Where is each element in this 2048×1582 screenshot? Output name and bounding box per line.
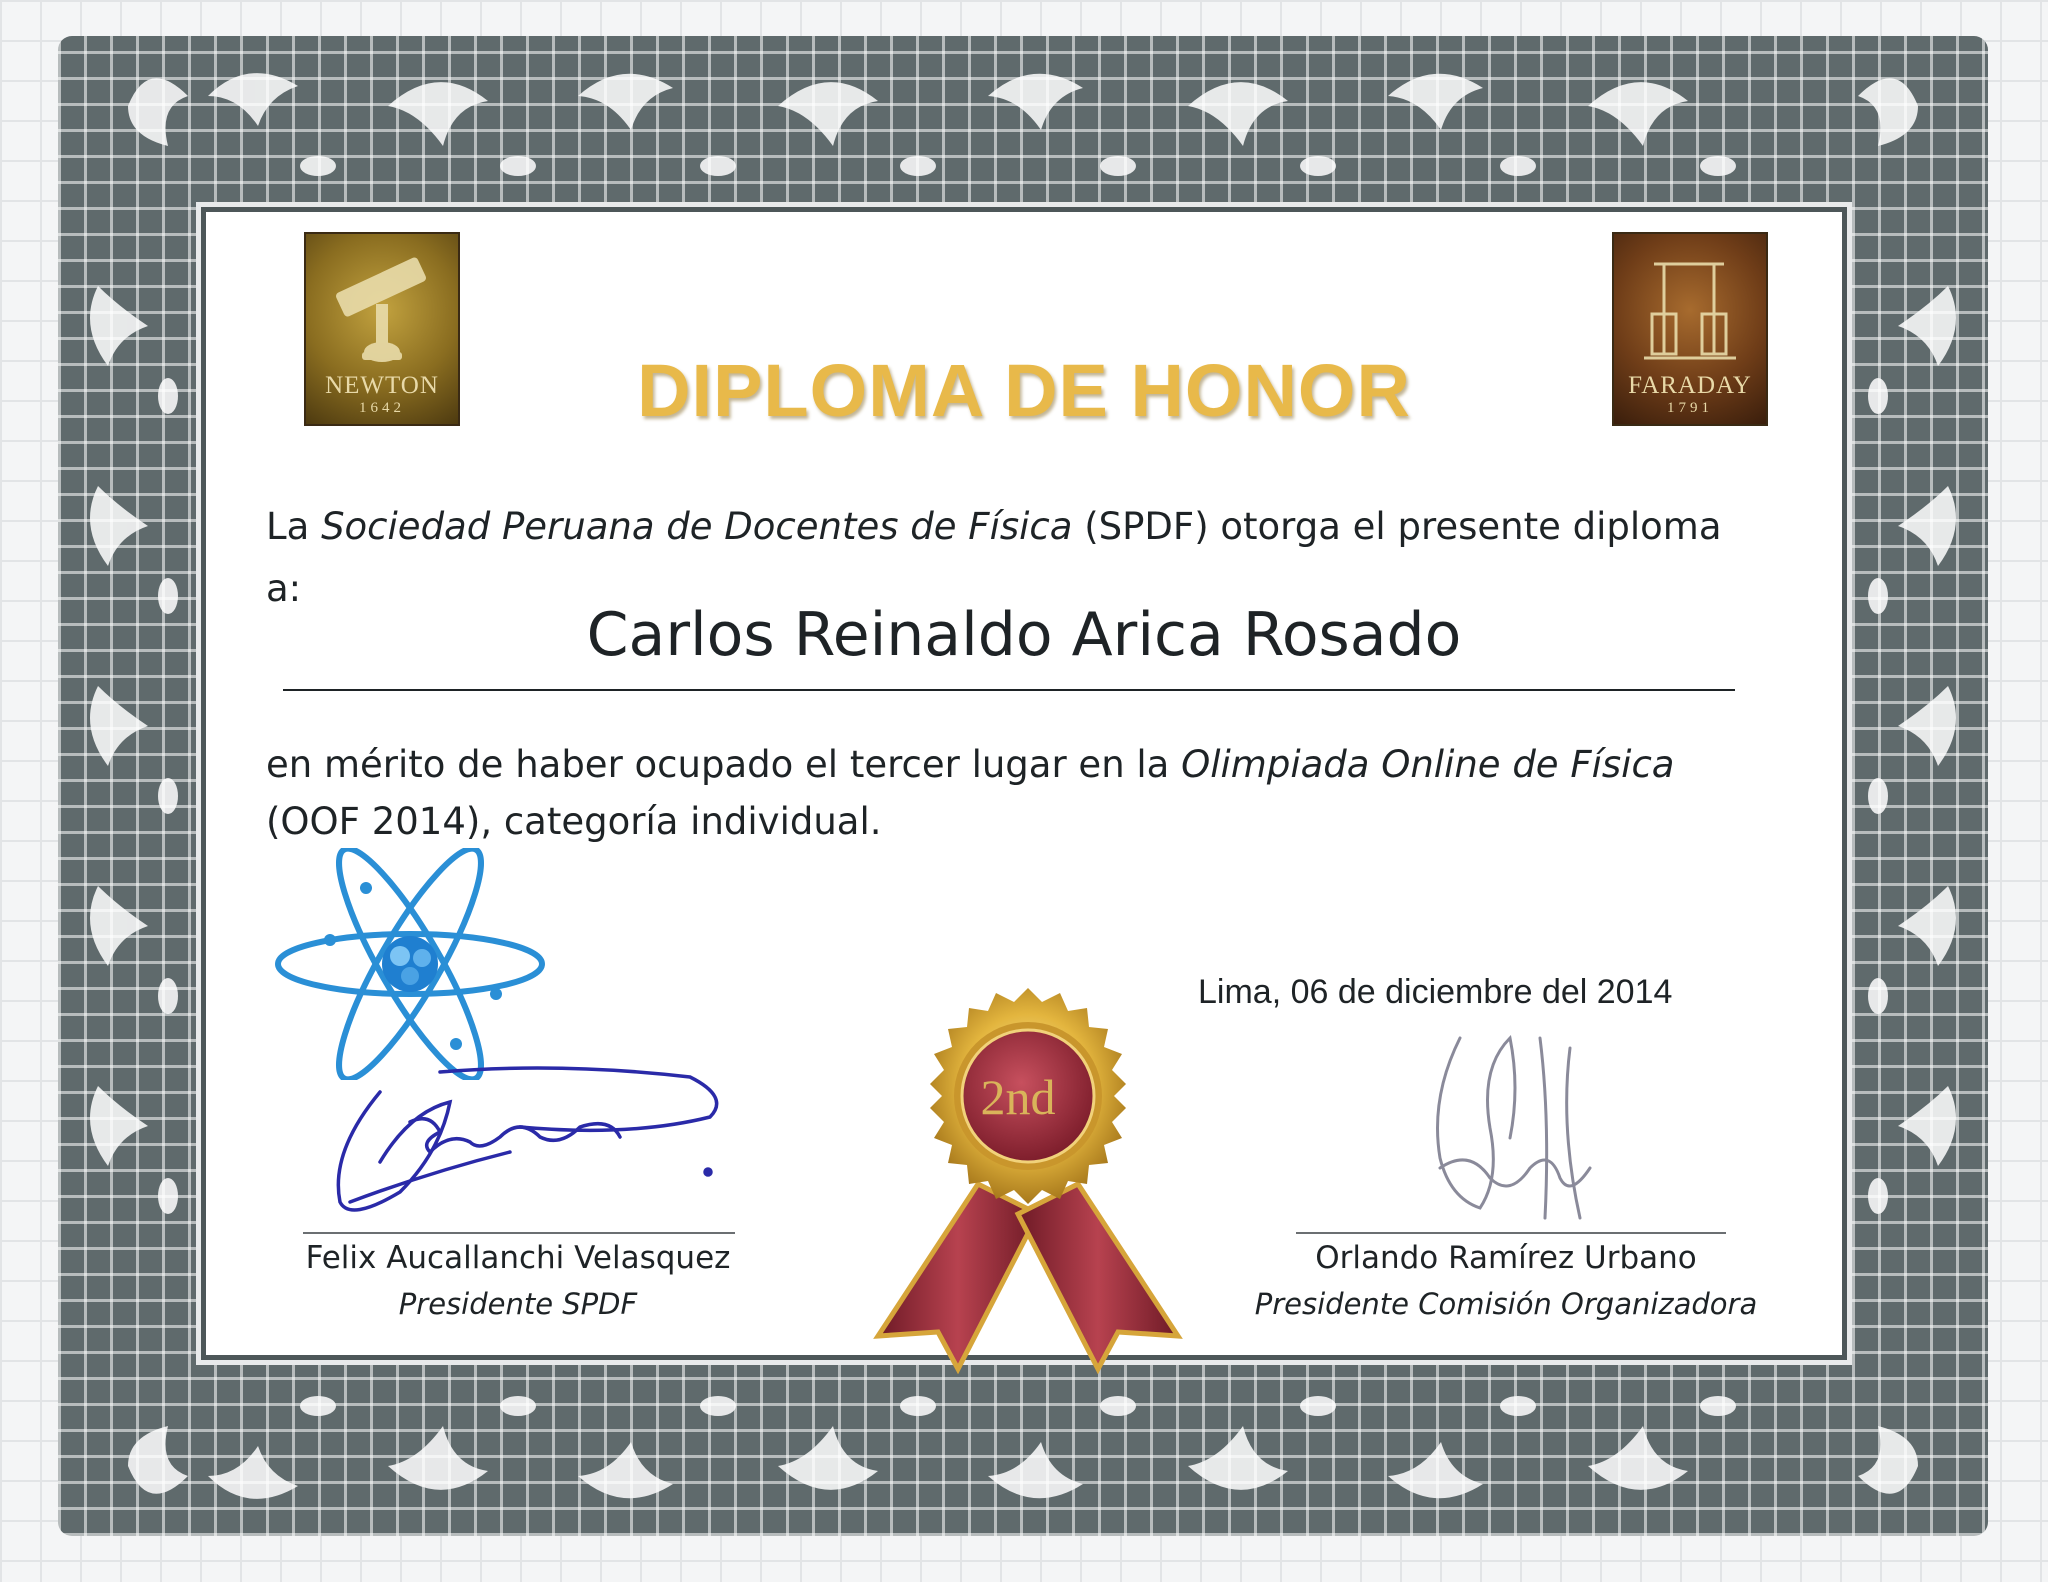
recipient-name: Carlos Reinaldo Arica Rosado <box>586 600 1462 670</box>
intro-line-2: a: <box>266 567 302 610</box>
signer-role-right: Presidente Comisión Organizadora <box>1254 1287 1758 1321</box>
organization-name: Sociedad Peruana de Docentes de Física <box>321 505 1073 548</box>
signature-left <box>320 1052 730 1232</box>
newton-logo-name: NEWTON <box>325 372 439 399</box>
signer-role-left: Presidente SPDF <box>398 1287 638 1321</box>
merit-line <box>266 737 1674 793</box>
intro-line <box>266 499 1722 555</box>
merit-prefix: en mérito de haber ocupado el tercer lugar en la <box>266 743 1182 786</box>
faraday-logo-year: 1791 <box>1667 400 1713 416</box>
top-scroll-ornaments <box>208 73 1736 176</box>
intro-suffix: (SPDF) otorga el presente diploma <box>1072 505 1722 548</box>
newton-logo-year: 1642 <box>359 400 405 416</box>
faraday-logo-name: FARADAY <box>1628 372 1752 399</box>
recipient-underline <box>283 689 1735 691</box>
intro-prefix: La <box>266 505 322 548</box>
signer-name-left: Felix Aucallanchi Velasquez <box>305 1240 731 1276</box>
signature-right <box>1400 1018 1600 1238</box>
atom-icon <box>270 848 550 1080</box>
medal-label: 2nd <box>980 1069 1056 1125</box>
merit-line-2: (OOF 2014), categoría individual. <box>266 800 882 843</box>
signature-line-right <box>1296 1232 1726 1234</box>
signature-line-left <box>303 1232 735 1234</box>
issue-date: Lima, 06 de diciembre del 2014 <box>1198 973 1673 1011</box>
second-place-medal-icon <box>858 984 1198 1374</box>
bottom-scroll-ornaments <box>208 1396 1736 1499</box>
signer-name-right: Orlando Ramírez Urbano <box>1315 1240 1697 1276</box>
event-name: Olimpiada Online de Física <box>1181 743 1675 786</box>
diploma-title: DIPLOMA DE HONOR <box>637 349 1411 432</box>
